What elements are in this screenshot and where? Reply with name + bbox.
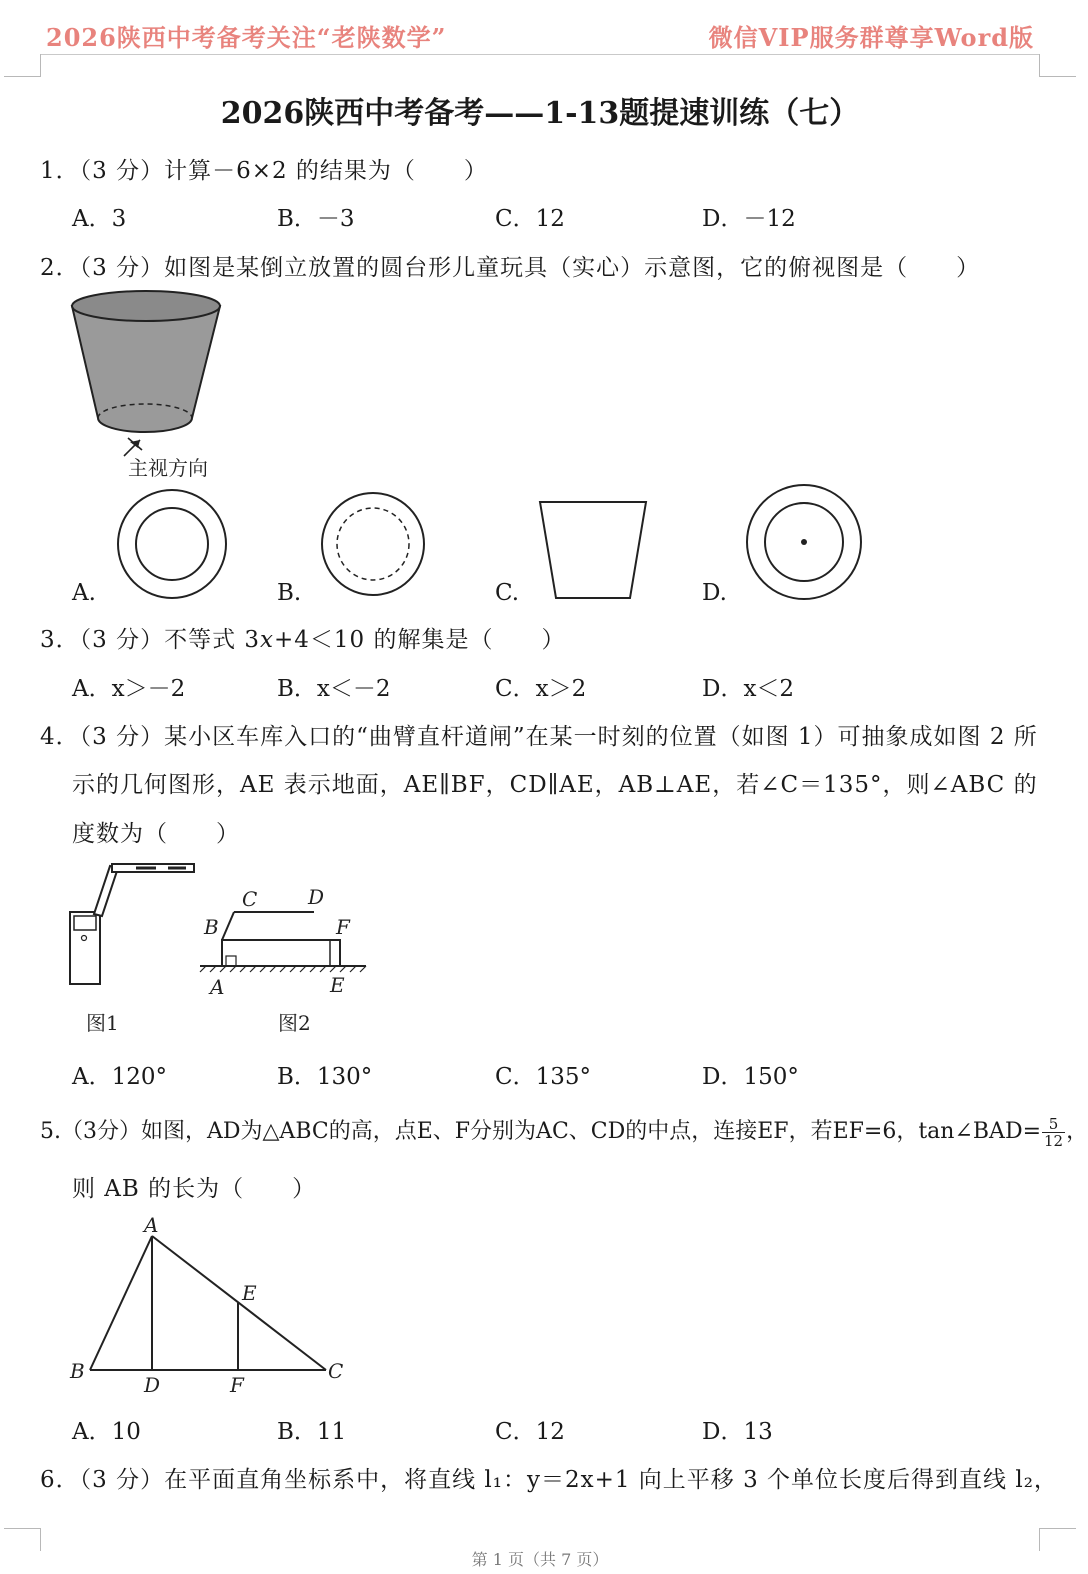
q5-fraction-denominator: 12 xyxy=(1044,1131,1064,1150)
q5-fraction xyxy=(1042,1116,1065,1149)
question-1-text: 1．（3 分）计算－6×2 的结果为（ ） xyxy=(40,158,488,184)
q3-option-c: C．x＞2 xyxy=(495,676,587,702)
question-4-line-1: 4．（3 分）某小区车库入口的“曲臂直杆道闸”在某一时刻的位置（如图 1）可抽象成如图 2 所 xyxy=(40,724,1038,750)
question-2-text: 2．（3 分）如图是某倒立放置的圆台形儿童玩具（实心）示意图，它的俯视图是（ ） xyxy=(40,255,981,281)
q4-figure-1 xyxy=(70,864,194,1035)
q5-point-b: B xyxy=(70,1359,85,1383)
header-divider xyxy=(40,54,1040,55)
q5-point-a: A xyxy=(144,1213,159,1237)
q4-point-c: C xyxy=(242,887,258,911)
q2-option-a-figure xyxy=(118,490,226,598)
q4-point-d: D xyxy=(308,885,325,909)
q5-point-c: C xyxy=(328,1359,344,1383)
q2-option-c: C. xyxy=(495,580,520,606)
q5-triangle-figure xyxy=(60,1210,360,1400)
question-4-line-2: 示的几何图形，AE 表示地面，AE∥BF，CD∥AE，AB⊥AE，若∠C＝135°，则∠ABC 的 xyxy=(72,772,1038,798)
header-left-text: 2026陕西中考备考关注“老陕数学” xyxy=(46,23,447,52)
q3-text-var: x xyxy=(260,627,275,653)
q4-point-f: F xyxy=(336,915,350,939)
q4-point-a: A xyxy=(210,975,225,999)
q2-option-b: B. xyxy=(277,580,302,606)
q4-point-b: B xyxy=(204,915,219,939)
page-title: 2026陕西中考备考——1-13题提速训练（七） xyxy=(220,96,860,131)
q5-point-e: E xyxy=(242,1281,257,1305)
q4-figure-1-label: 图1 xyxy=(86,1011,119,1035)
corner-mark-top-left xyxy=(4,54,41,77)
q1-option-c: C．12 xyxy=(495,206,565,232)
q4-figure-2 xyxy=(200,885,366,1035)
q5-fraction-numerator: 5 xyxy=(1042,1116,1065,1133)
q5-point-f: F xyxy=(230,1373,244,1397)
q3-option-d: D．x＜2 xyxy=(702,676,795,702)
header-right-text: 微信VIP服务群尊享Word版 xyxy=(708,23,1034,52)
q4-option-a: A．120° xyxy=(72,1064,168,1090)
question-5-line-2: 则 AB 的长为（ ） xyxy=(72,1176,317,1202)
q3-option-b: B．x＜－2 xyxy=(277,676,391,702)
q4-option-d: D．150° xyxy=(702,1064,799,1090)
q3-option-a: A．x＞－2 xyxy=(72,676,186,702)
question-6-text: 6．（3 分）在平面直角坐标系中，将直线 l₁：y＝2x+1 向上平移 3 个单位长度后得到直线 l₂， xyxy=(40,1467,1058,1493)
q5-option-a: A．10 xyxy=(72,1419,141,1445)
q2-option-b-figure xyxy=(322,493,424,595)
q4-point-e: E xyxy=(330,973,345,997)
question-5-line-1 xyxy=(40,1114,1088,1149)
q2-view-direction-label: 主视方向 xyxy=(128,456,208,480)
q2-option-c-figure xyxy=(540,502,646,598)
q4-barrier-figures xyxy=(60,856,380,1046)
page-footer: 第 1 页（共 7 页） xyxy=(471,1550,609,1569)
q4-option-b: B．130° xyxy=(277,1064,373,1090)
q3-text-pre: 3．（3 分）不等式 3 xyxy=(40,627,261,653)
q5-option-b: B．11 xyxy=(277,1419,347,1445)
q1-option-b: B．－3 xyxy=(277,206,355,232)
question-4-line-3: 度数为（ ） xyxy=(72,821,240,847)
q5-text-main: 5.（3分）如图，AD为△ABC的高，点E、F分别为AC、CD的中点，连接EF，若EF=6，tan∠BAD= xyxy=(40,1119,1042,1144)
q5-option-d: D．13 xyxy=(702,1419,773,1445)
q5-text-end: ， xyxy=(1066,1119,1088,1144)
question-3-text xyxy=(40,621,566,654)
q2-option-d: D. xyxy=(702,580,727,606)
q4-figure-2-label: 图2 xyxy=(278,1011,311,1035)
q2-option-a: A. xyxy=(72,580,96,606)
q1-option-d: D．－12 xyxy=(702,206,796,232)
q2-option-d-figure xyxy=(747,485,861,599)
q3-text-post: +4＜10 的解集是（ ） xyxy=(274,627,566,653)
q5-point-d: D xyxy=(144,1373,161,1397)
corner-mark-top-right xyxy=(1039,54,1076,77)
q2-option-figures xyxy=(112,488,872,608)
q1-option-a: A．3 xyxy=(72,206,127,232)
q4-option-c: C．135° xyxy=(495,1064,591,1090)
q2-frustum-figure xyxy=(60,286,240,486)
q5-option-c: C．12 xyxy=(495,1419,565,1445)
